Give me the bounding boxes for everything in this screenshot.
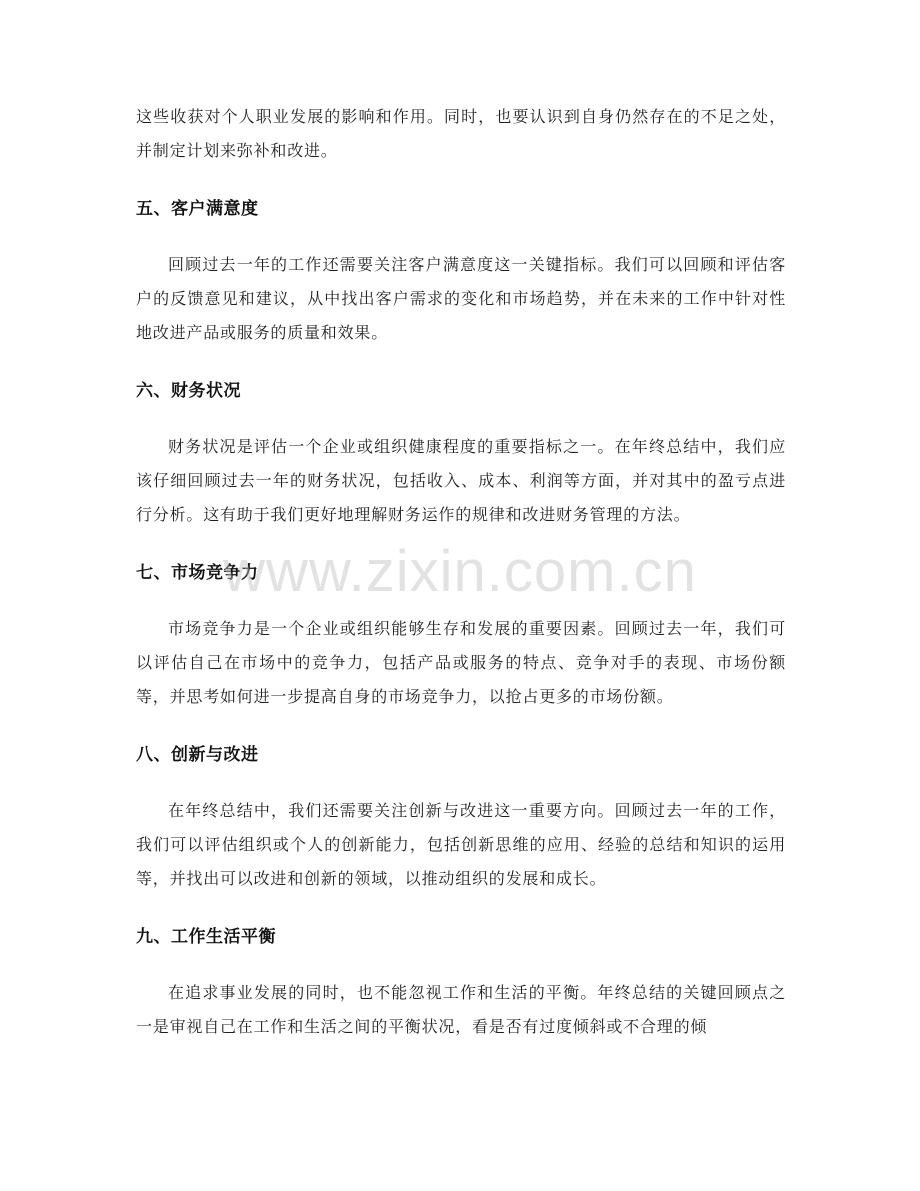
section-9-body: 在追求事业发展的同时，也不能忽视工作和生活的平衡。年终总结的关键回顾点之一是审视自己在工作和生活之间的平衡状况，看是否有过度倾斜或不合理的倾: [136, 983, 786, 1036]
section-7-heading: 七、市场竞争力: [136, 563, 259, 583]
watermark: www.zixin.com.cn: [223, 539, 697, 604]
section-6-body: 财务状况是评估一个企业或组织健康程度的重要指标之一。在年终总结中，我们应该仔细回顾过去一年的财务状况，包括收入、成本、利润等方面，并对其中的盈亏点进行分析。这有助于我们更好地理解财务运作的规律和改进财务管理的方法。: [136, 437, 786, 524]
section-7-body: 市场竞争力是一个企业或组织能够生存和发展的重要因素。回顾过去一年，我们可以评估自己在市场中的竞争力，包括产品或服务的特点、竞争对手的表现、市场份额等，并思考如何进一步提高自身的市场竞争力，以抢占更多的市场份额。: [136, 619, 786, 706]
section-5-heading: 五、客户满意度: [136, 199, 259, 219]
intro-paragraph: 这些收获对个人职业发展的影响和作用。同时，也要认识到自身仍然存在的不足之处，并制定计划来弥补和改进。: [136, 107, 786, 160]
section-9-heading: 九、工作生活平衡: [136, 927, 276, 947]
section-8-body: 在年终总结中，我们还需要关注创新与改进这一重要方向。回顾过去一年的工作，我们可以评估组织或个人的创新能力，包括创新思维的应用、经验的总结和知识的运用等，并找出可以改进和创新的领域，以推动组织的发展和成长。: [136, 801, 786, 888]
section-8-heading: 八、创新与改进: [136, 745, 259, 765]
document-content: [136, 100, 786, 1044]
section-6-heading: 六、财务状况: [136, 381, 241, 401]
section-5-body: 回顾过去一年的工作还需要关注客户满意度这一关键指标。我们可以回顾和评估客户的反馈意见和建议，从中找出客户需求的变化和市场趋势，并在未来的工作中针对性地改进产品或服务的质量和效果。: [136, 255, 786, 342]
